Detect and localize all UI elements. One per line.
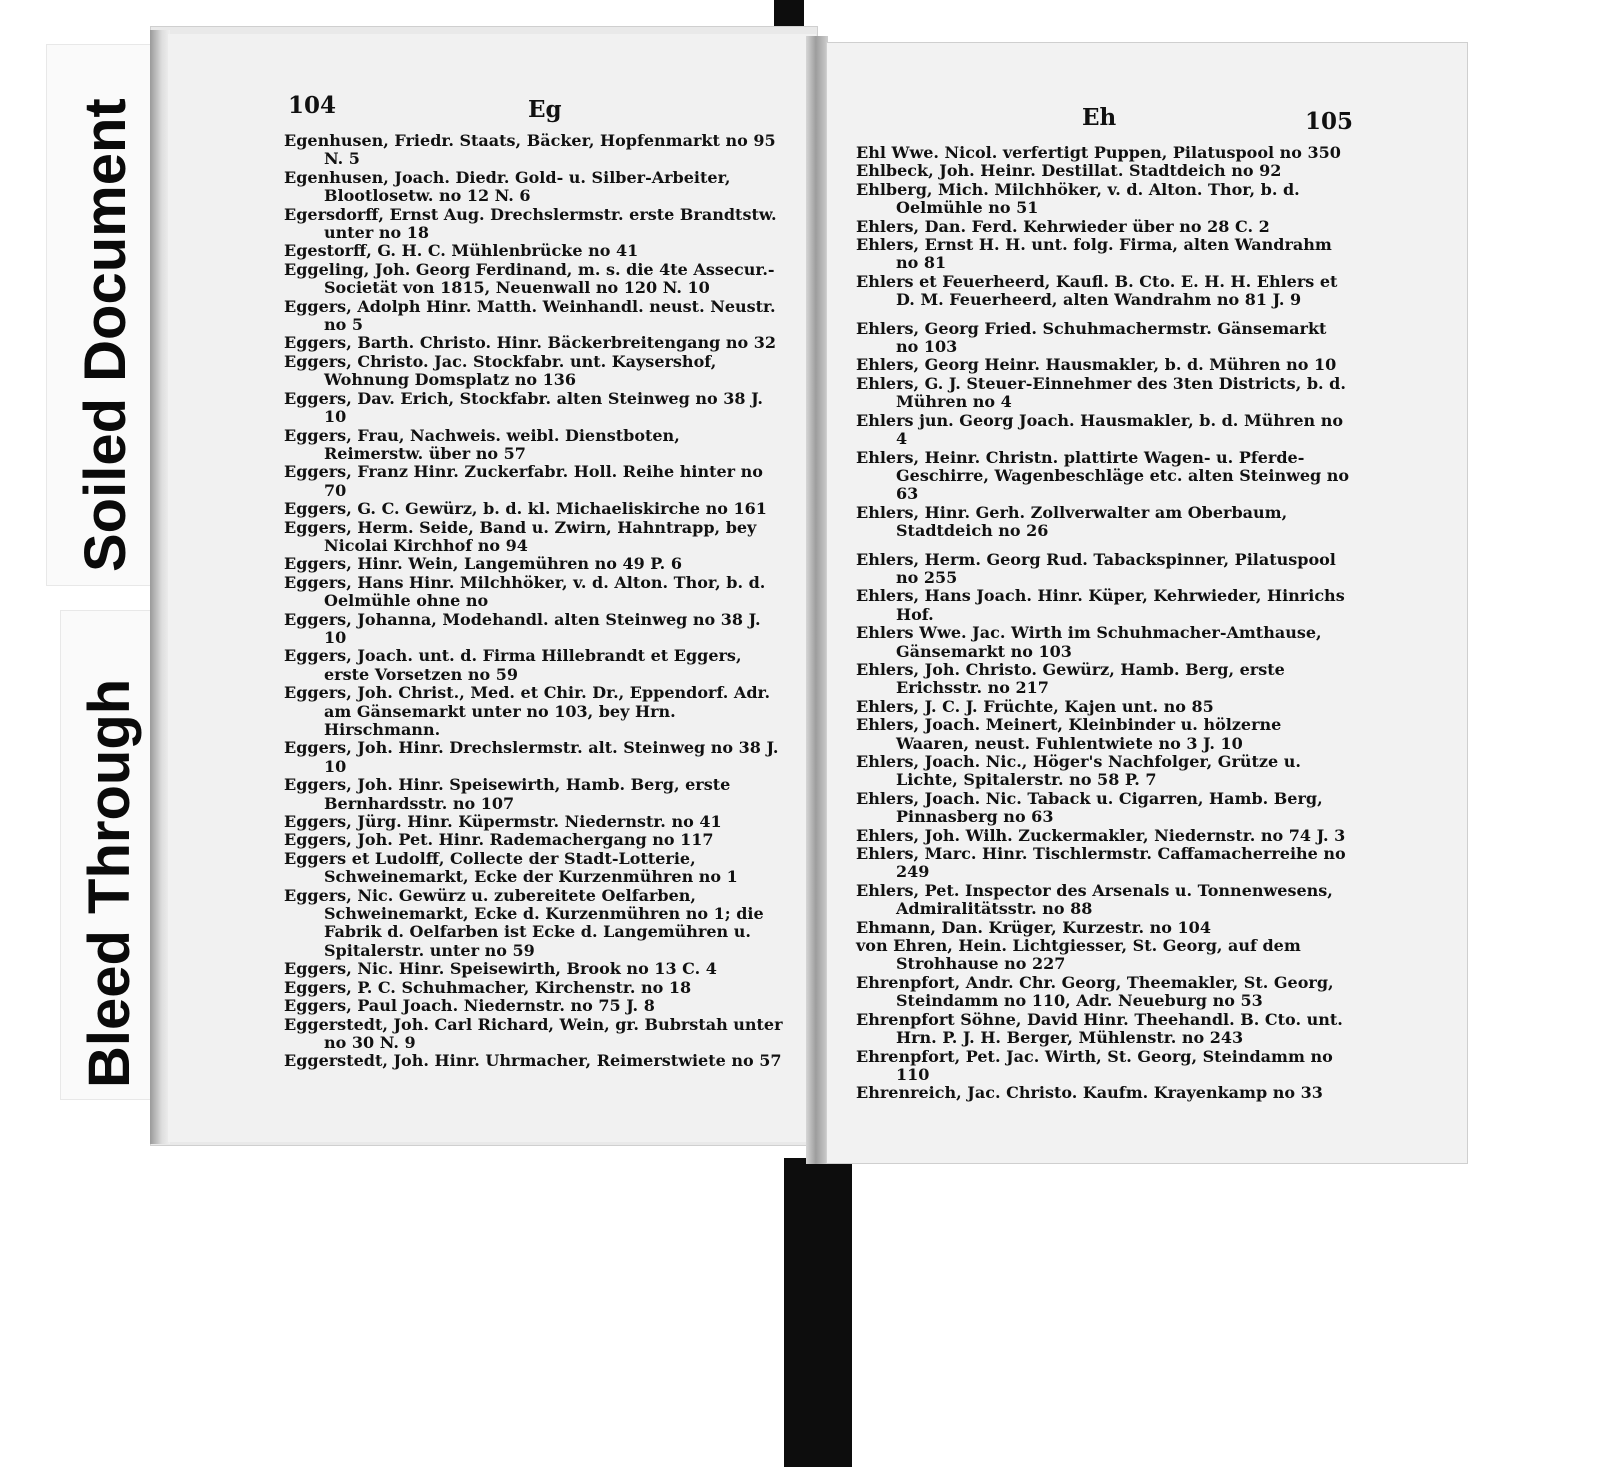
right-entries-list <box>856 144 1354 1103</box>
right-page-number: 105 <box>1305 108 1354 135</box>
book-gutter <box>806 36 828 1164</box>
directory-entry: Ehlers, Marc. Hinr. Tischlermstr. Caffamacherreihe no 249 <box>856 844 1346 882</box>
directory-entry: Ehlers, Georg Fried. Schuhmachermstr. Gänsemarkt no 103 <box>856 318 1327 357</box>
directory-entry: Eggers, Jürg. Hinr. Küpermstr. Niedernstr. no 41 <box>284 812 722 832</box>
left-running-head: Eg <box>528 96 562 123</box>
soiled-document-label: Soiled Document <box>73 98 138 572</box>
directory-entry: Eggers, Johanna, Modehandl. alten Steinweg no 38 J. 10 <box>284 609 761 647</box>
directory-entry: Ehlers, Joach. Meinert, Kleinbinder u. hölzerne Waaren, neust. Fuhlentwiete no 3 J. 10 <box>856 715 1282 753</box>
directory-entry: Eggers, Joh. Hinr. Drechslermstr. alt. Steinweg no 38 J. 10 <box>284 738 779 776</box>
directory-entry: Egestorff, G. H. C. Mühlenbrücke no 41 <box>284 241 639 261</box>
directory-entry: Eggers, Barth. Christo. Hinr. Bäckerbreitengang no 32 <box>284 333 777 353</box>
directory-entry: Ehlers Wwe. Jac. Wirth im Schuhmacher-Amthause, Gänsemarkt no 103 <box>856 623 1322 661</box>
left-page-edge <box>150 30 170 1144</box>
directory-entry: von Ehren, Hein. Lichtgiesser, St. Georg, auf dem Strohhause no 227 <box>856 936 1301 974</box>
directory-entry: Eggers, P. C. Schuhmacher, Kirchenstr. no 18 <box>284 977 692 997</box>
left-entries-list <box>284 132 784 1071</box>
directory-entry: Eggers et Ludolff, Collecte der Stadt-Lotterie, Schweinemarkt, Ecke der Kurzenmühren no 1 <box>284 848 738 887</box>
directory-entry: Eggers, Joach. unt. d. Firma Hillebrandt et Eggers, erste Vorsetzen no 59 <box>284 646 742 684</box>
directory-entry: Eggers, Hans Hinr. Milchhöker, v. d. Alton. Thor, b. d. Oelmühle ohne no <box>284 572 766 611</box>
directory-entry: Ehlers, Herm. Georg Rud. Tabackspinner, Pilatuspool no 255 <box>856 549 1336 587</box>
directory-entry: Eggers, G. C. Gewürz, b. d. kl. Michaeliskirche no 161 <box>284 499 767 519</box>
directory-entry: Eggers, Paul Joach. Niedernstr. no 75 J. 8 <box>284 996 655 1016</box>
directory-entry: Ehlers et Feuerheerd, Kaufl. B. Cto. E. H. H. Ehlers et D. M. Feuerheerd, alten Wandrahm no 81 J. 9 <box>856 271 1338 310</box>
directory-entry: Eggers, Herm. Seide, Band u. Zwirn, Hahntrapp, bey Nicolai Kirchhof no 94 <box>284 517 757 555</box>
directory-entry: Eggers, Nic. Hinr. Speisewirth, Brook no 13 C. 4 <box>284 959 717 979</box>
left-page-number: 104 <box>288 92 337 119</box>
directory-entry: Ehlers, J. C. J. Früchte, Kajen unt. no 85 <box>856 696 1214 716</box>
bleed-through-label: Bleed Through <box>77 678 142 1088</box>
directory-entry: Egenhusen, Joach. Diedr. Gold- u. Silber-Arbeiter, Blootlosetw. no 12 N. 6 <box>284 167 731 206</box>
directory-entry: Eggerstedt, Joh. Hinr. Uhrmacher, Reimerstwiete no 57 <box>284 1051 782 1071</box>
directory-entry: Egenhusen, Friedr. Staats, Bäcker, Hopfenmarkt no 95 N. 5 <box>284 131 776 169</box>
directory-entry: Ehlers, Hinr. Gerh. Zollverwalter am Oberbaum, Stadtdeich no 26 <box>856 502 1288 541</box>
directory-entry: Ehlbeck, Joh. Heinr. Destillat. Stadtdeich no 92 <box>856 161 1282 181</box>
directory-entry: Ehrenpfort, Pet. Jac. Wirth, St. Georg, Steindamm no 110 <box>856 1046 1333 1084</box>
directory-entry: Ehlers, Dan. Ferd. Kehrwieder über no 28 C. 2 <box>856 216 1270 236</box>
directory-entry: Eggers, Nic. Gewürz u. zubereitete Oelfarben, Schweinemarkt, Ecke d. Kurzenmühren no 1; die Fabrik d. Oelfarben ist Ecke d. Langemühren u. Spitalerstr. unter no 59 <box>284 885 764 960</box>
directory-entry: Ehlers, Joach. Nic., Höger's Nachfolger, Grütze u. Lichte, Spitalerstr. no 58 P. 7 <box>856 752 1301 790</box>
directory-entry: Ehlers, Heinr. Christn. plattirte Wagen- u. Pferde-Geschirre, Wagenbeschläge etc. alten Steinweg no 63 <box>856 447 1350 504</box>
directory-entry: Ehlers, G. J. Steuer-Einnehmer des 3ten Districts, b. d. Mühren no 4 <box>856 373 1346 412</box>
directory-entry: Ehlers, Georg Heinr. Hausmakler, b. d. Mühren no 10 <box>856 355 1337 375</box>
directory-entry: Ehlberg, Mich. Milchhöker, v. d. Alton. Thor, b. d. Oelmühle no 51 <box>856 179 1300 218</box>
directory-entry: Ehrenreich, Jac. Christo. Kaufm. Krayenkamp no 33 <box>856 1083 1323 1103</box>
directory-entry: Ehlers, Pet. Inspector des Arsenals u. Tonnenwesens, Admiralitätsstr. no 88 <box>856 880 1333 919</box>
directory-entry: Eggers, Frau, Nachweis. weibl. Dienstboten, Reimerstw. über no 57 <box>284 425 680 463</box>
directory-entry: Eggers, Hinr. Wein, Langemühren no 49 P. 6 <box>284 554 682 574</box>
directory-entry: Eggeling, Joh. Georg Ferdinand, m. s. die 4te Assecur.-Societät von 1815, Neuenwall no 120 N. 10 <box>284 259 775 298</box>
directory-entry: Ehlers, Ernst H. H. unt. folg. Firma, alten Wandrahm no 81 <box>856 235 1332 273</box>
directory-entry: Eggers, Franz Hinr. Zuckerfabr. Holl. Reihe hinter no 70 <box>284 462 763 500</box>
directory-entry: Ehlers, Joh. Wilh. Zuckermakler, Niedernstr. no 74 J. 3 <box>856 825 1346 845</box>
directory-entry: Eggers, Joh. Hinr. Speisewirth, Hamb. Berg, erste Bernhardsstr. no 107 <box>284 775 731 813</box>
directory-entry: Eggers, Christo. Jac. Stockfabr. unt. Kaysershof, Wohnung Domsplatz no 136 <box>284 351 717 390</box>
directory-entry: Ehmann, Dan. Krüger, Kurzestr. no 104 <box>856 917 1211 937</box>
directory-entry: Ehlers jun. Georg Joach. Hausmakler, b. d. Mühren no 4 <box>856 410 1344 449</box>
directory-entry: Ehl Wwe. Nicol. verfertigt Puppen, Pilatuspool no 350 <box>856 143 1341 162</box>
directory-entry: Eggers, Joh. Pet. Hinr. Rademachergang no 117 <box>284 830 714 850</box>
directory-entry: Ehlers, Joh. Christo. Gewürz, Hamb. Berg, erste Erichsstr. no 217 <box>856 659 1285 698</box>
directory-entry: Eggers, Adolph Hinr. Matth. Weinhandl. neust. Neustr. no 5 <box>284 296 776 335</box>
directory-entry: Eggers, Dav. Erich, Stockfabr. alten Steinweg no 38 J. 10 <box>284 388 763 427</box>
directory-entry: Eggerstedt, Joh. Carl Richard, Wein, gr. Bubrstah unter no 30 N. 9 <box>284 1014 783 1052</box>
directory-entry: Ehrenpfort Söhne, David Hinr. Theehandl. B. Cto. unt. Hrn. P. J. H. Berger, Mühlenstr. no 243 <box>856 1009 1343 1048</box>
directory-entry: Eggers, Joh. Christ., Med. et Chir. Dr., Eppendorf. Adr. am Gänsemarkt unter no 103, bey Hrn. Hirschmann. <box>284 683 771 739</box>
directory-entry: Ehrenpfort, Andr. Chr. Georg, Theemakler, St. Georg, Steindamm no 110, Adr. Neueburg no 53 <box>856 972 1334 1011</box>
right-running-head: Eh <box>1082 104 1117 131</box>
directory-entry: Ehlers, Joach. Nic. Taback u. Cigarren, Hamb. Berg, Pinnasberg no 63 <box>856 788 1323 827</box>
binding-strip-bottom <box>784 1158 852 1467</box>
directory-entry: Egersdorff, Ernst Aug. Drechslermstr. erste Brandtstw. unter no 18 <box>284 204 777 243</box>
directory-entry: Ehlers, Hans Joach. Hinr. Küper, Kehrwieder, Hinrichs Hof. <box>856 586 1345 624</box>
